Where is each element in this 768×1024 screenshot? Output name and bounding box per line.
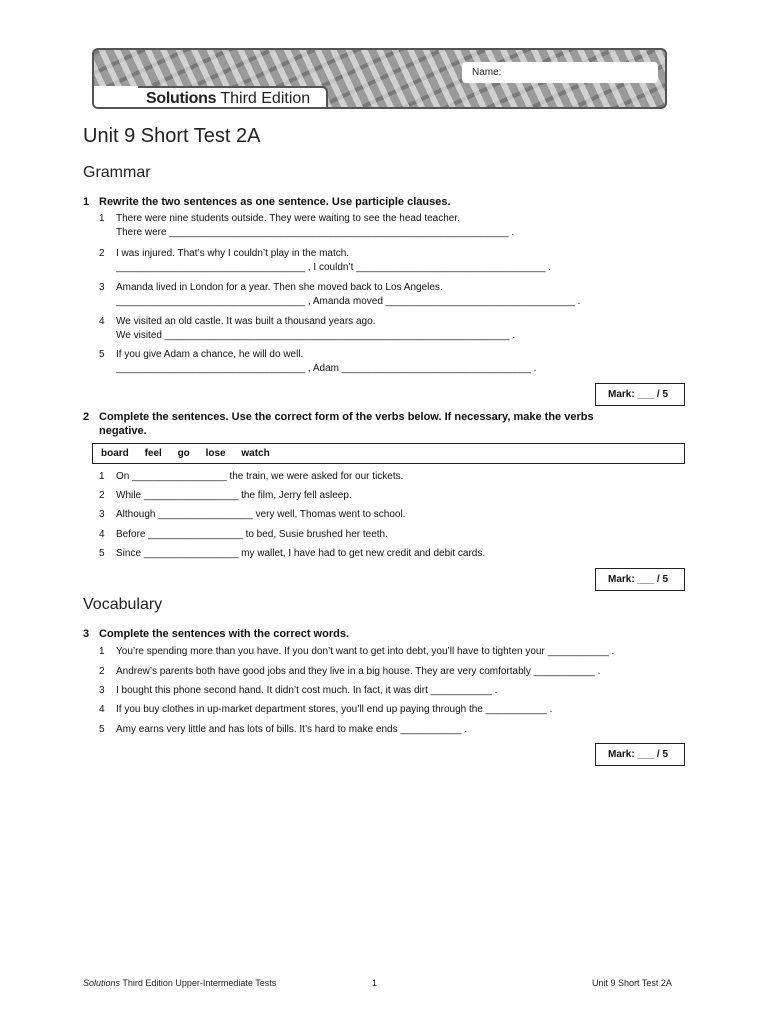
item-sentence[interactable]: Although _________________ very well, Thomas went to school. [116, 509, 406, 520]
footer-right: Unit 9 Short Test 2A [592, 978, 672, 988]
item-sentence[interactable]: On _________________ the train, we were asked for our tickets. [116, 471, 404, 482]
item-sentence[interactable]: Before _________________ to bed, Susie brushed her teeth. [116, 529, 388, 540]
word-box [92, 443, 685, 464]
item-sentence[interactable]: Since _________________ my wallet, I have had to get new credit and debit cards. [116, 548, 486, 559]
question-instruction: Rewrite the two sentences as one sentence. Use participle clauses. [99, 196, 451, 208]
item-number: 3 [99, 685, 105, 696]
item-prompt: There were nine students outside. They were waiting to see the head teacher. [116, 213, 460, 224]
item-number: 5 [99, 724, 105, 735]
brand-edition: Third Edition [216, 90, 311, 107]
item-sentence[interactable]: Amy earns very little and has lots of bills. It’s hard to make ends ___________ . [116, 724, 468, 735]
item-number: 5 [99, 548, 105, 559]
item-answer-line[interactable]: There were _____________________________________________________________ . [116, 227, 515, 238]
name-label: Name: [472, 67, 502, 78]
brand-logo [138, 86, 328, 109]
item-number: 2 [99, 666, 105, 677]
name-field[interactable] [462, 62, 658, 83]
page-number: 1 [372, 978, 378, 988]
item-answer-line[interactable]: __________________________________ , Adam __________________________________ . [116, 363, 537, 374]
word-item: feel [144, 448, 162, 459]
question-number: 2 [83, 411, 90, 423]
word-item: watch [241, 448, 270, 459]
header-banner [92, 48, 667, 109]
question-instruction: Complete the sentences. Use the correct form of the verbs below. If necessary, make the verbs negative. [99, 411, 594, 437]
brand-name: Solutions [146, 90, 217, 107]
item-number: 5 [99, 349, 105, 360]
item-number: 4 [99, 316, 105, 327]
item-prompt: We visited an old castle. It was built a thousand years ago. [116, 316, 376, 327]
question-instruction: Complete the sentences with the correct words. [99, 628, 350, 640]
item-answer-line[interactable]: __________________________________ , Amanda moved __________________________________ . [116, 296, 581, 307]
item-sentence[interactable]: I bought this phone second hand. It didn’t cost much. In fact, it was dirt ___________ . [116, 685, 498, 696]
item-number: 3 [99, 282, 105, 293]
item-prompt: I was injured. That’s why I couldn’t play in the match. [116, 248, 350, 259]
item-answer-line[interactable]: We visited ______________________________________________________________ . [116, 330, 516, 341]
section-title-grammar: Grammar [83, 164, 151, 181]
footer-title: Third Edition Upper-Intermediate Tests [120, 978, 277, 988]
mark-box: Mark: ___ / 5 [595, 383, 685, 406]
word-item: go [177, 448, 190, 459]
item-number: 1 [99, 471, 105, 482]
word-item: board [101, 448, 129, 459]
footer-left [83, 978, 276, 988]
item-sentence[interactable]: If you buy clothes in up-market department stores, you’ll end up paying through the ___________ . [116, 704, 553, 715]
question-number: 3 [83, 628, 90, 640]
item-number: 2 [99, 490, 105, 501]
item-prompt: Amanda lived in London for a year. Then she moved back to Los Angeles. [116, 282, 443, 293]
item-number: 4 [99, 704, 105, 715]
item-number: 1 [99, 213, 105, 224]
page-title: Unit 9 Short Test 2A [83, 125, 261, 147]
mark-box: Mark: ___ / 5 [595, 743, 685, 766]
item-sentence[interactable]: Andrew’s parents both have good jobs and they live in a big house. They are very comfortably ___________ . [116, 666, 601, 677]
word-item: lose [205, 448, 226, 459]
question-number: 1 [83, 196, 90, 208]
item-number: 2 [99, 248, 105, 259]
mark-box: Mark: ___ / 5 [595, 568, 685, 591]
section-title-vocabulary: Vocabulary [83, 596, 163, 613]
item-sentence[interactable]: While _________________ the film, Jerry fell asleep. [116, 490, 352, 501]
item-prompt: If you give Adam a chance, he will do well. [116, 349, 304, 360]
item-number: 1 [99, 646, 105, 657]
item-number: 4 [99, 529, 105, 540]
banner-corner [94, 86, 138, 109]
item-number: 3 [99, 509, 105, 520]
item-sentence[interactable]: You’re spending more than you have. If you don’t want to get into debt, you’ll have to tighten your ___________ . [116, 646, 615, 657]
footer-series: Solutions [83, 978, 121, 988]
item-answer-line[interactable]: __________________________________ , I couldn’t __________________________________ . [116, 262, 551, 273]
